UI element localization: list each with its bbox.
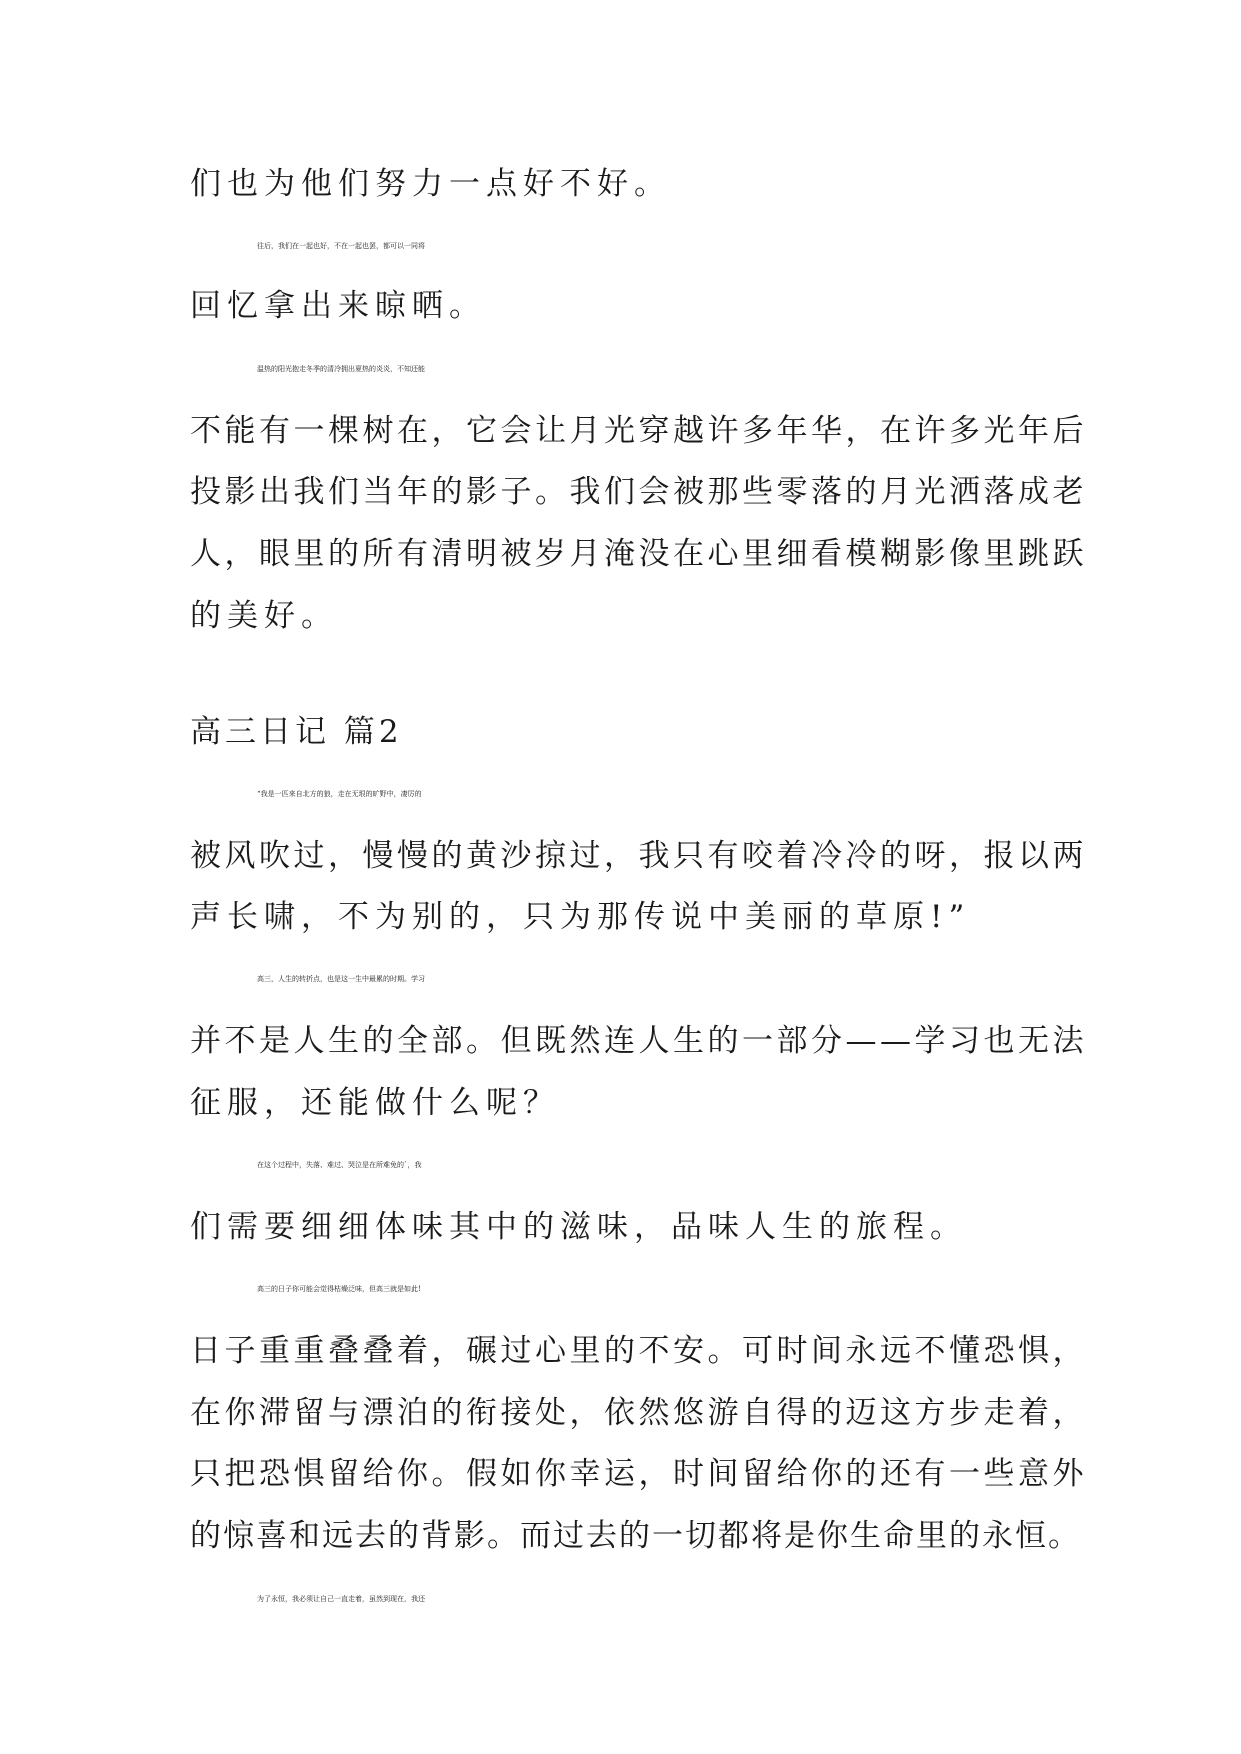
text-line: 被风吹过，慢慢的黄沙掠过，我只有咬着冷冷的呀，报以两 xyxy=(190,838,1087,874)
text-line: 温热的阳光抱走冬季的清冷拥出夏热的炎炎，不知还能 xyxy=(257,365,425,373)
text-line: 在你滞留与漂泊的衔接处，依然悠游自得的迈这方步走着， xyxy=(190,1395,1087,1431)
text-line: 投影出我们当年的影子。我们会被那些零落的月光洒落成老 xyxy=(190,474,1087,510)
text-line: 的美好。 xyxy=(190,598,338,634)
text-line: 们也为他们努力一点好不好。 xyxy=(190,166,671,202)
text-line: 在这个过程中，失落、难过、哭泣是在所难免的`，我 xyxy=(257,1161,422,1169)
text-line: 往后，我们在一起也好，不在一起也罢，都可以一同将 xyxy=(257,242,425,250)
section-heading: 高三日记 篇2 xyxy=(190,714,403,750)
text-line: 人，眼里的所有清明被岁月淹没在心里细看模糊影像里跳跃 xyxy=(190,536,1087,572)
text-line: “我是一匹来自北方的狼，走在无垠的旷野中，凄厉的 xyxy=(257,790,422,798)
text-line: 不能有一棵树在，它会让月光穿越许多年华，在许多光年后 xyxy=(190,413,1087,449)
text-line: 高三的日子你可能会觉得枯燥泛味，但高三就是如此! xyxy=(257,1285,421,1293)
text-line: 征服，还能做什么呢？ xyxy=(190,1085,560,1121)
text-line: 高三，人生的转折点，也是这一生中最累的时期。学习 xyxy=(257,975,425,983)
text-line: 并不是人生的全部。但既然连人生的一部分——学习也无法 xyxy=(190,1023,1087,1059)
text-line: 的惊喜和远去的背影。而过去的一切都将是你生命里的永恒。 xyxy=(190,1518,1081,1554)
text-line: 声长啸，不为别的，只为那传说中美丽的草原!” xyxy=(190,899,971,935)
text-line: 们需要细细体味其中的滋味，品味人生的旅程。 xyxy=(190,1209,967,1245)
text-line: 只把恐惧留给你。假如你幸运，时间留给你的还有一些意外 xyxy=(190,1456,1087,1492)
text-line: 为了永恒，我必须让自己一直走着，虽然到现在，我还 xyxy=(257,1595,425,1603)
text-line: 日子重重叠叠着，碾过心里的不安。可时间永远不懂恐惧， xyxy=(190,1333,1087,1369)
text-line: 回忆拿出来晾晒。 xyxy=(190,288,486,324)
